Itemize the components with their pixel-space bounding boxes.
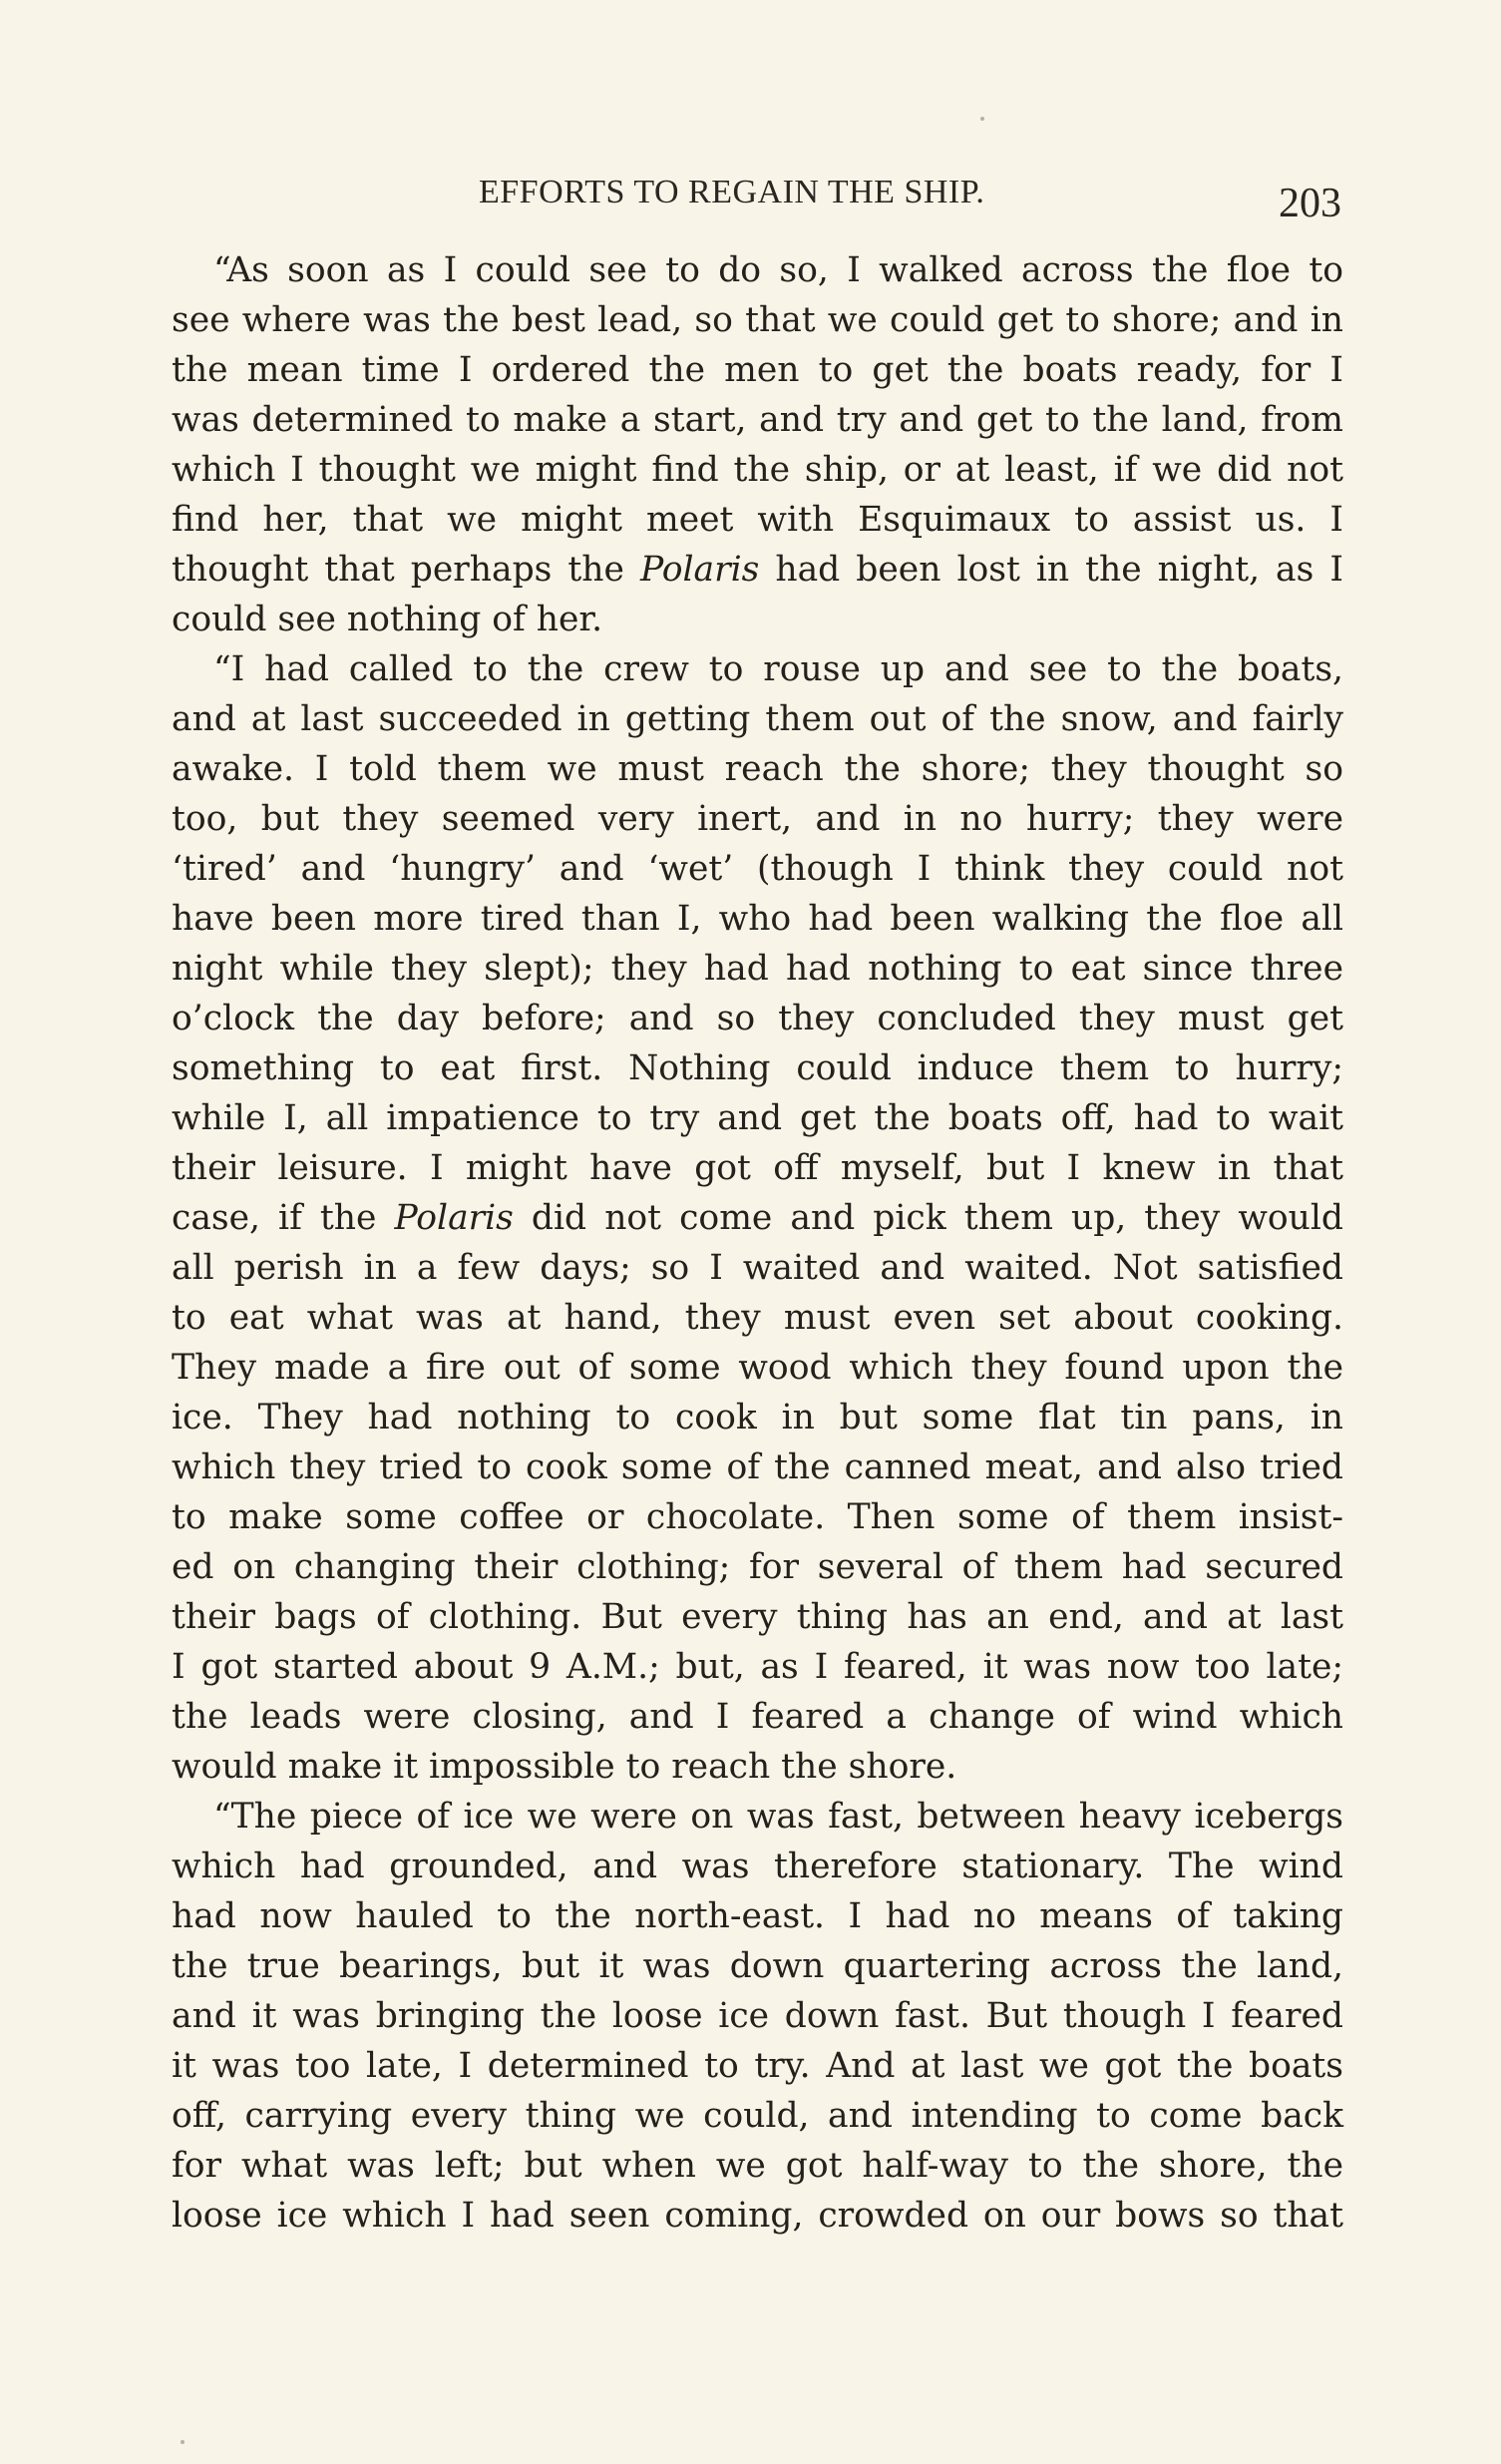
- text-line: their leisure. I might have got off myself, but I knew in that: [172, 1148, 1343, 1188]
- text-line: “As soon as I could see to do so, I walked across the floe to: [213, 250, 1343, 290]
- text-line: loose ice which I had seen coming, crowded on our bows so that: [172, 2196, 1343, 2236]
- text-line: the leads were closing, and I feared a change of wind which: [172, 1697, 1343, 1737]
- text-line: the true bearings, but it was down quartering across the land,: [172, 1946, 1343, 1986]
- body-text: [172, 245, 1343, 2241]
- text-line: to make some coffee or chocolate. Then some of them insist-: [172, 1497, 1343, 1537]
- text-line: “I had called to the crew to rouse up and see to the boats,: [213, 649, 1343, 689]
- text-line: They made a fire out of some wood which they found upon the: [172, 1348, 1343, 1388]
- page-number: 203: [1279, 181, 1341, 226]
- text-line: would make it impossible to reach the shore.: [172, 1747, 957, 1787]
- text-line: was determined to make a start, and try and get to the land, from: [172, 400, 1343, 440]
- text-line: for what was left; but when we got half-way to the shore, the: [172, 2146, 1343, 2186]
- text-line: the mean time I ordered the men to get the boats ready, for I: [172, 350, 1343, 390]
- text-line: off, carrying every thing we could, and intending to come back: [172, 2096, 1343, 2136]
- text-line: all perish in a few days; so I waited and waited. Not satisfied: [172, 1248, 1343, 1288]
- text-line: find her, that we might meet with Esquimaux to assist us. I: [172, 500, 1343, 540]
- text-line: ice. They had nothing to cook in but some flat tin pans, in: [172, 1398, 1343, 1437]
- paper-fleck: [980, 117, 984, 121]
- running-head: EFFORTS TO REGAIN THE SHIP.: [479, 174, 985, 210]
- paper-fleck: [181, 2440, 185, 2444]
- text-line: could see nothing of her.: [172, 600, 603, 639]
- text-line: something to eat first. Nothing could induce them to hurry;: [172, 1048, 1343, 1088]
- text-line: it was too late, I determined to try. And at last we got the boats: [172, 2046, 1343, 2086]
- text-line: case, if the Polaris did not come and pick them up, they would: [172, 1198, 1343, 1238]
- paragraph-3: [172, 1792, 1343, 2241]
- text-line: night while they slept); they had had nothing to eat since three: [172, 949, 1343, 989]
- text-line: which had grounded, and was therefore stationary. The wind: [172, 1847, 1343, 1886]
- text-line: their bags of clothing. But every thing has an end, and at last: [172, 1597, 1343, 1637]
- text-line: thought that perhaps the Polaris had been lost in the night, as I: [172, 550, 1343, 590]
- text-line: had now hauled to the north-east. I had no means of taking: [172, 1896, 1343, 1936]
- paragraph-1: [172, 245, 1343, 644]
- text-line: see where was the best lead, so that we could get to shore; and in: [172, 300, 1343, 340]
- text-line: ‘tired’ and ‘hungry’ and ‘wet’ (though I think they could not: [172, 849, 1343, 889]
- text-line: and it was bringing the loose ice down fast. But though I feared: [172, 1996, 1343, 2036]
- text-line: which I thought we might find the ship, or at least, if we did not: [172, 450, 1343, 490]
- text-line: and at last succeeded in getting them out of the snow, and fairly: [172, 699, 1343, 739]
- text-line: ed on changing their clothing; for several of them had secured: [172, 1547, 1343, 1587]
- text-line: which they tried to cook some of the canned meat, and also tried: [172, 1447, 1343, 1487]
- text-line: have been more tired than I, who had been walking the floe all: [172, 899, 1343, 939]
- text-line: too, but they seemed very inert, and in no hurry; they were: [172, 799, 1343, 839]
- text-line: o’clock the day before; and so they concluded they must get: [172, 999, 1343, 1038]
- text-line: “The piece of ice we were on was fast, between heavy icebergs: [213, 1797, 1343, 1837]
- text-line: awake. I told them we must reach the shore; they thought so: [172, 749, 1343, 789]
- paragraph-2: [172, 644, 1343, 1792]
- text-line: to eat what was at hand, they must even set about cooking.: [172, 1298, 1343, 1338]
- text-line: while I, all impatience to try and get the boats off, had to wait: [172, 1098, 1343, 1138]
- text-line: I got started about 9 A.M.; but, as I feared, it was now too late;: [172, 1647, 1343, 1687]
